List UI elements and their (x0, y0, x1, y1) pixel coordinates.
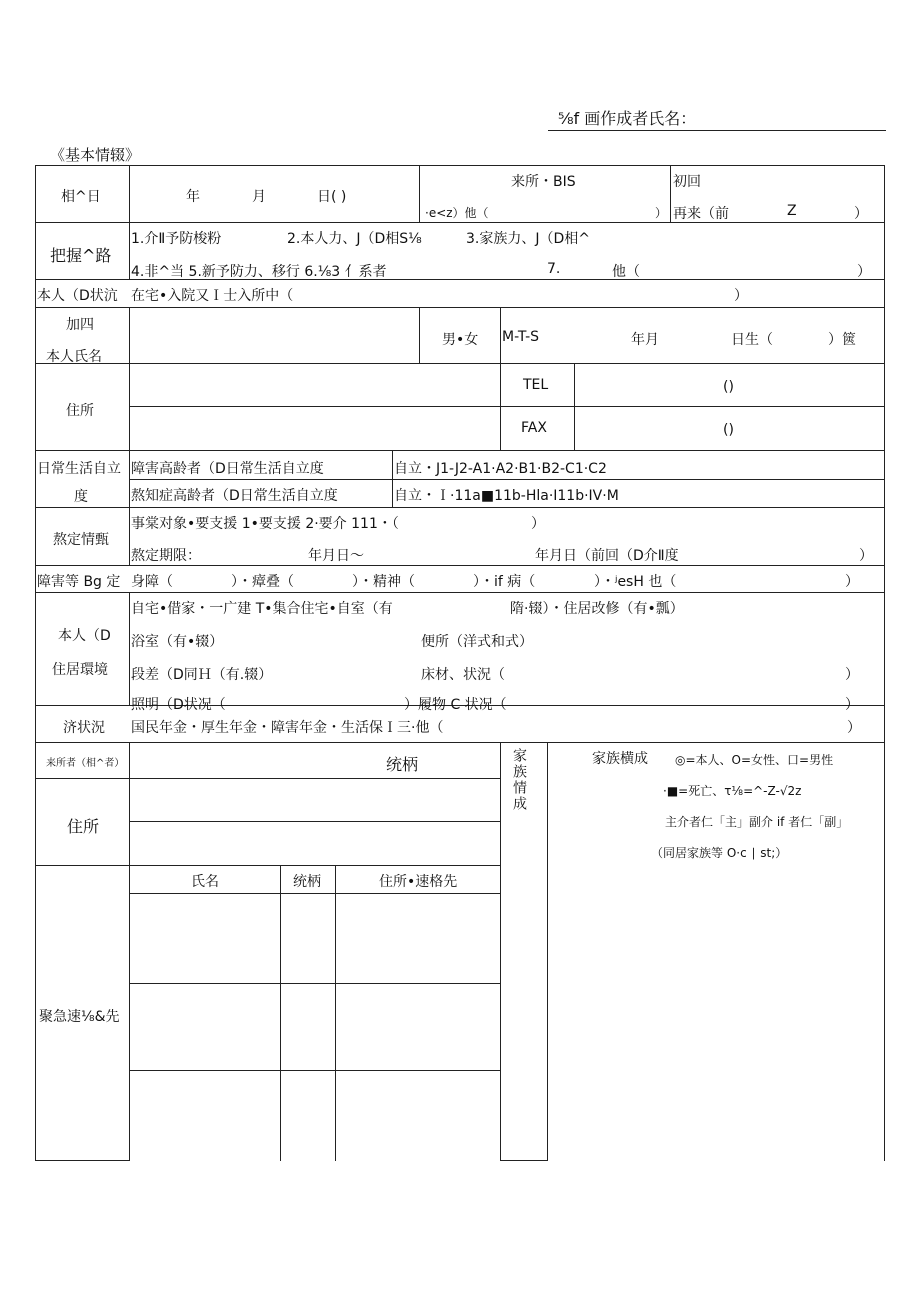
family-structure-title: 家族横成 (592, 751, 648, 767)
birth-day[interactable]: 日生（ (731, 332, 773, 348)
family-legend-2: ·■=死亡、τ⅛=^-Z-√2z (663, 784, 802, 798)
creator-underline (548, 130, 886, 131)
tel-field[interactable]: () (723, 379, 734, 395)
emergency-contact-label: 聚急速⅛&先 (39, 1009, 120, 1025)
tel-label: TEL (523, 377, 549, 393)
mental-disability[interactable]: ）・精神（ (352, 574, 415, 590)
disability-cert-label: 障害等 Bg 定 (37, 574, 121, 590)
visit-type-other[interactable]: ·e<z）他（ (425, 206, 489, 220)
referral-option-2[interactable]: 2.本人力、J（D相S⅛ (287, 231, 422, 247)
referral-option-7[interactable]: 他（ (612, 264, 640, 280)
referral-route-label: 把握^路 (50, 246, 112, 265)
birth-year-month[interactable]: 年月 (631, 332, 659, 348)
intellectual-disability[interactable]: ）・瘴叠（ (231, 574, 294, 590)
living-environment-label-2: 住居環境 (52, 662, 108, 678)
bathroom[interactable]: 浴室（有•辍） (131, 634, 224, 650)
age-field[interactable]: ）篋 (828, 332, 856, 348)
plan-creator-label: ⅝f 画作成者氏名： (558, 109, 697, 128)
dementia-independence-label: 熬知症高龄者（D日常生活自立度 (131, 488, 338, 504)
pension-close: ） (847, 720, 861, 736)
intractable-disease[interactable]: ）・if 病（ (473, 574, 536, 590)
col-relation-header: 统柄 (293, 874, 321, 890)
visit-type-label: 来所・BIS (511, 174, 576, 190)
steps[interactable]: 段差（D同Ｈ（有.辍） (131, 667, 273, 683)
pension-options[interactable]: 国民年金・厚生年金・障害年金・生活保Ｉ三·他（ (131, 720, 444, 736)
footwear[interactable]: ）履物 C 状况（ (404, 697, 507, 713)
toilet[interactable]: 便所（洋式和式） (421, 634, 533, 650)
revisit-z: Z (787, 203, 797, 219)
care-level-close: ） (531, 516, 545, 532)
family-structure-vertical-label: 家族情成 (511, 748, 527, 812)
daily-independence-label-2: 度 (74, 489, 88, 505)
first-visit-option[interactable]: 初回 (673, 174, 701, 190)
consultation-date-label: 相^日 (61, 189, 101, 205)
visitor-relation-label: 统柄 (386, 755, 419, 774)
living-environment-label: 本人（D (58, 628, 111, 644)
col-name-header: 氏名 (191, 874, 219, 890)
referral-option-7-num: 7. (547, 261, 561, 277)
certification-period-end[interactable]: 年月日（前回（D介Ⅱ度 (535, 548, 679, 564)
consultation-year-field[interactable]: 年 (186, 189, 200, 205)
family-legend-3: 主介者仁「主」副介 if 者仁「副」 (665, 815, 849, 829)
lighting[interactable]: 照明（D状况（ (131, 697, 226, 713)
sex-selector[interactable]: 男•女 (442, 332, 479, 348)
footwear-close: ） (845, 697, 859, 713)
current-status-close: ） (734, 288, 748, 304)
consultation-day-field[interactable]: 日( ) (317, 189, 347, 205)
current-status-value[interactable]: 在宅•入院又Ｉ士入所中（ (131, 288, 294, 304)
living-environment-cell (129, 593, 884, 713)
visitor-label: 来所者（相^者） (46, 758, 125, 769)
revisit-close: ） (854, 206, 868, 222)
referral-option-7-close: ） (857, 264, 871, 280)
certification-period-start[interactable]: 年月日〜 (308, 548, 364, 564)
dementia-independence-value[interactable]: 自立・Ｉ·11a■11b-Hla·I11b·IV·M (394, 488, 619, 504)
col-address-header: 住所•速格先 (379, 874, 458, 890)
certification-period-close: ） (859, 548, 873, 564)
visitor-address-label: 住所 (67, 817, 100, 836)
certification-period-label: 熬定期限： (131, 548, 201, 564)
floor-close: ） (845, 667, 859, 683)
furigana-label: 加四 (66, 317, 94, 333)
certification-label: 熬定情甄 (53, 532, 109, 548)
revisit-option[interactable]: 再来（前 (673, 206, 729, 222)
referral-option-4-6[interactable]: 4.非^当 5.新予防力、移行 6.⅛3 亻系者 (131, 264, 387, 280)
fax-label: FAX (521, 420, 547, 436)
consultation-month-field[interactable]: 月 (252, 189, 266, 205)
care-level-options[interactable]: 事棠对象•要支援 1•要支援 2·要介 111・（ (131, 516, 399, 532)
family-legend-4: （同居家族等 O·c ∣ st;） (651, 846, 788, 860)
housing-renovation[interactable]: 隋·辍）・住居改修（有•瓢） (510, 601, 684, 617)
fax-field[interactable]: () (723, 422, 734, 438)
visit-type-other-close: ） (655, 206, 668, 220)
floor-material[interactable]: 床材、状況（ (421, 667, 505, 683)
referral-option-1[interactable]: 1.介Ⅱ予防梭粉 (131, 231, 222, 247)
disability-close: ） (845, 574, 859, 590)
family-legend-1: ◎=本人、O=女性、口=男性 (675, 753, 834, 767)
economic-status-label: 济状況 (63, 720, 105, 736)
current-status-label: 本人（D状沆 (37, 288, 118, 304)
elderly-disability-value[interactable]: 自立・J1-J2-A1·A2·B1·B2-C1·C2 (394, 461, 607, 477)
address-label: 住所 (66, 403, 94, 419)
housing-type[interactable]: 自宅•借家・一广建 T•集合住宅•自室（有 (131, 601, 393, 617)
referral-option-3[interactable]: 3.家族力、J（D相^ (466, 231, 590, 247)
physical-disability[interactable]: 身障（ (131, 574, 173, 590)
other-disability[interactable]: ）・ʲesH 也（ (594, 574, 677, 590)
birth-era-selector[interactable]: M-T-S (502, 329, 540, 345)
section-title: 《基本情辍》 (50, 146, 141, 164)
elderly-disability-label: 障害高龄者（D日常生活自立度 (131, 461, 324, 477)
person-name-label: 本人氏名 (46, 349, 102, 365)
daily-independence-label: 日常生活自立 (37, 461, 121, 477)
